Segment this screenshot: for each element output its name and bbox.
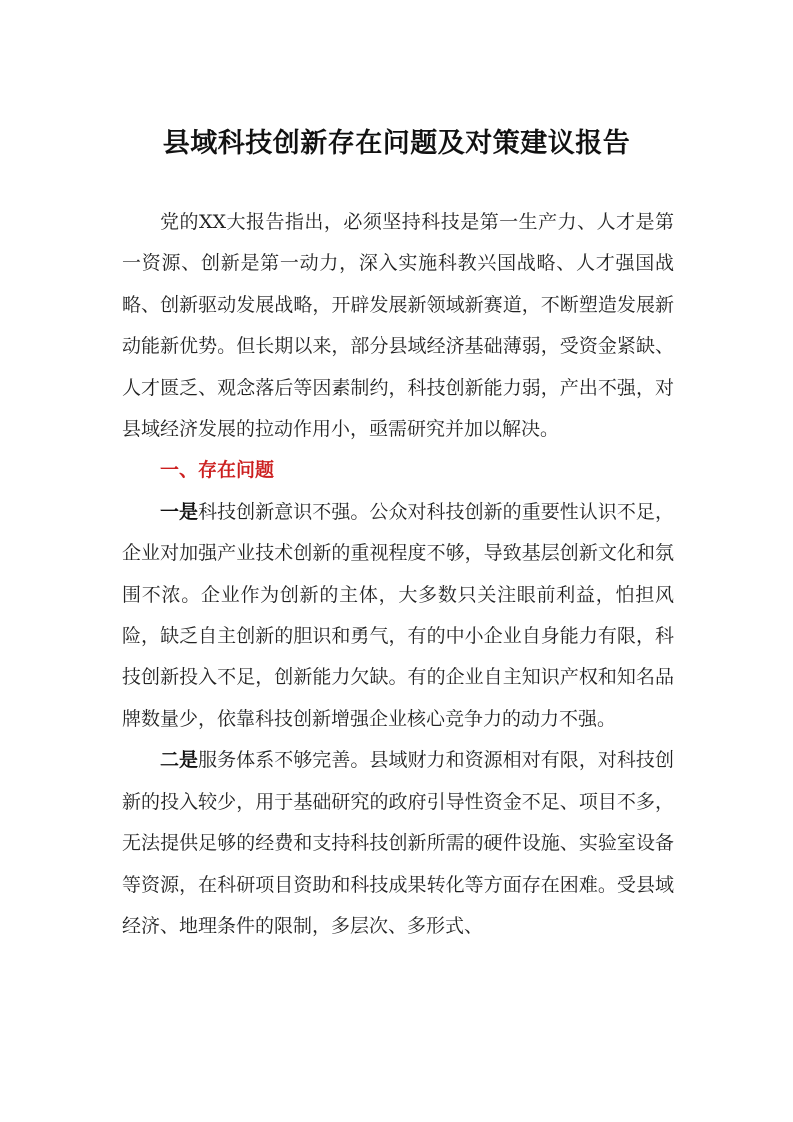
problem-2-lead: 二是	[160, 749, 199, 772]
problem-paragraph-1	[122, 492, 674, 740]
problem-2-text: 服务体系不够完善。县域财力和资源相对有限，对科技创新的投入较少，用于基础研究的政府引导性资金不足、项目不多，无法提供足够的经费和支持科技创新所需的硬件设施、实验室设备等资源，在科研项目资助和科技成果转化等方面存在困难。受县域经济、地理条件的限制，多层次、多形式、	[122, 749, 674, 937]
document-body	[122, 202, 674, 947]
problem-1-text: 科技创新意识不强。公众对科技创新的重要性认识不足，企业对加强产业技术创新的重视程度不够，导致基层创新文化和氛围不浓。企业作为创新的主体，大多数只关注眼前利益，怕担风险，缺乏自主创新的胆识和勇气，有的中小企业自身能力有限，科技创新投入不足，创新能力欠缺。有的企业自主知识产权和知名品牌数量少，依靠科技创新增强企业核心竞争力的动力不强。	[122, 500, 674, 730]
problem-paragraph-2	[122, 740, 674, 947]
problem-1-lead: 一是	[160, 500, 199, 523]
section-heading-problems: 一、存在问题	[160, 459, 275, 482]
intro-paragraph: 党的XX大报告指出，必须坚持科技是第一生产力、人才是第一资源、创新是第一动力，深入实施科教兴国战略、人才强国战略、创新驱动发展战略，开辟发展新领域新赛道，不断塑造发展新动能新优势。但长期以来，部分县域经济基础薄弱，受资金紧缺、人才匮乏、观念落后等因素制约，科技创新能力弱，产出不强，对县域经济发展的拉动作用小，亟需研究并加以解决。	[122, 211, 674, 441]
document-title: 县域科技创新存在问题及对策建议报告	[162, 128, 631, 159]
